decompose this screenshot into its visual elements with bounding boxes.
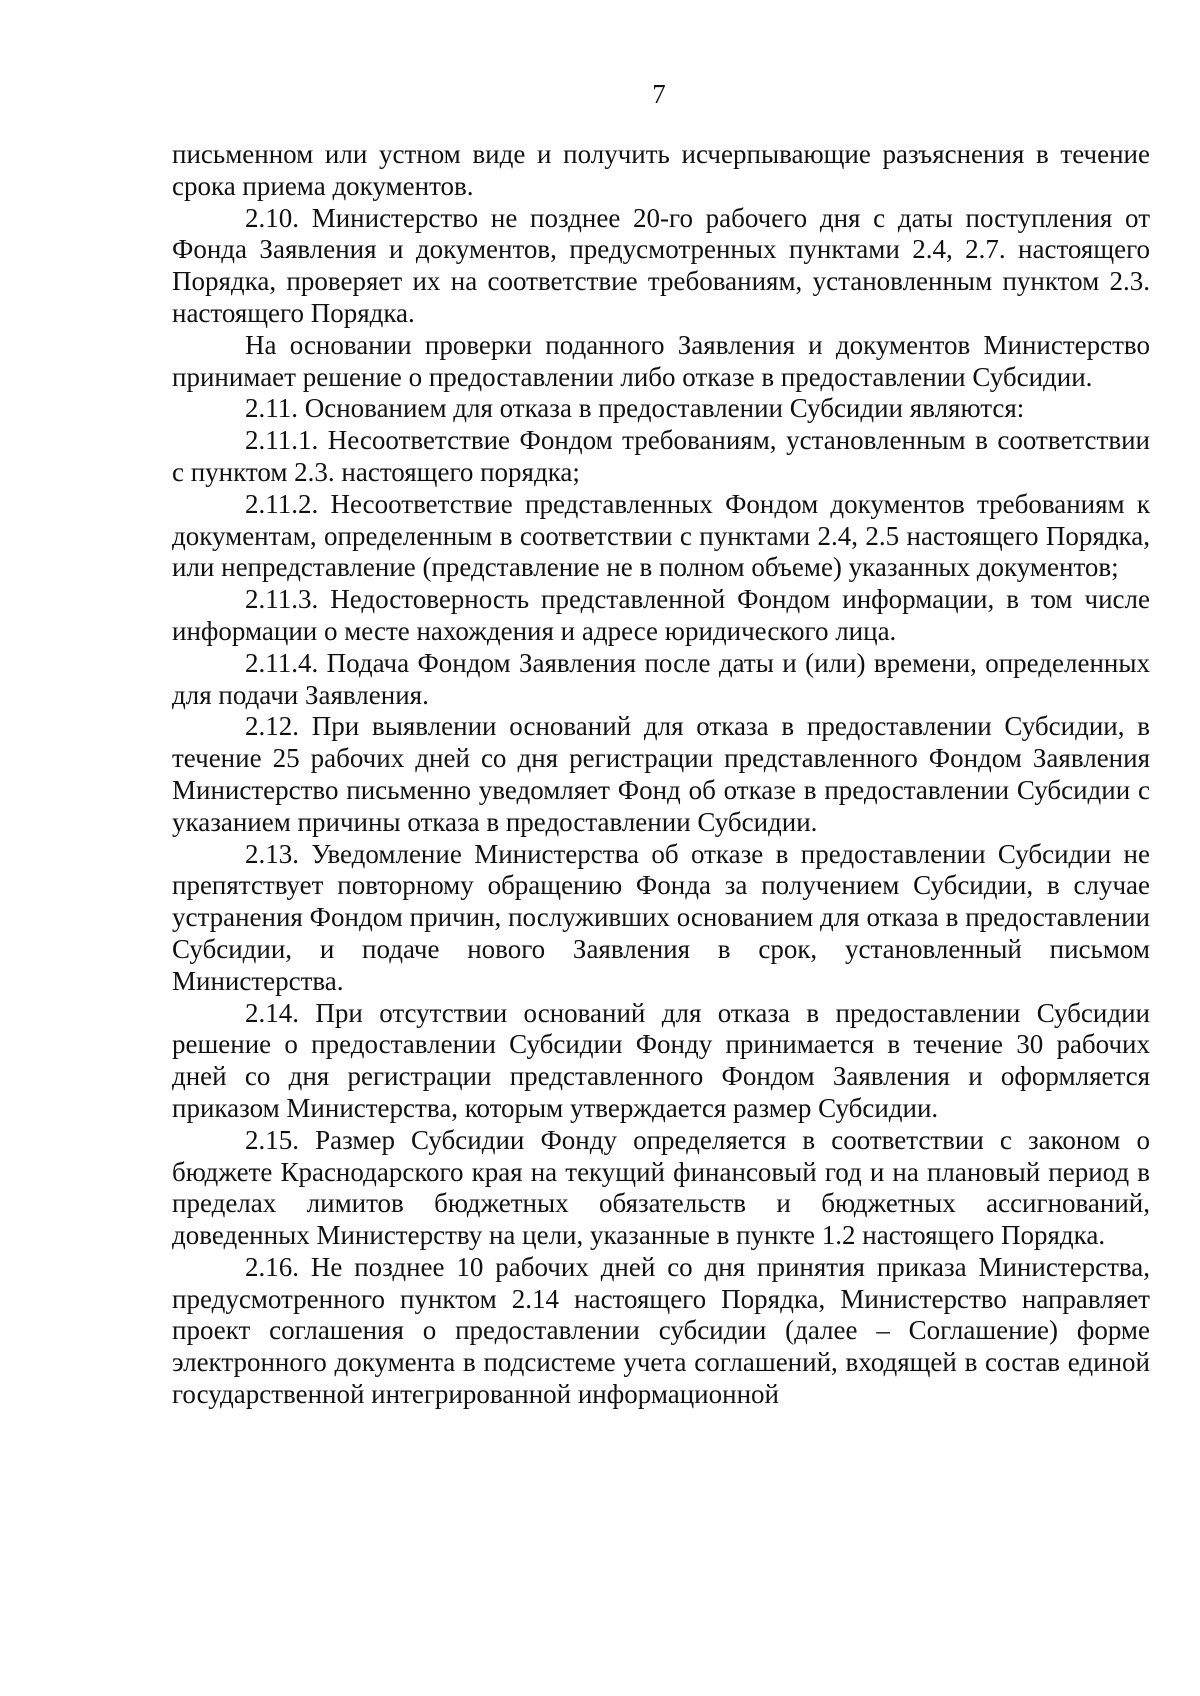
paragraph-2-12: 2.12. При выявлении оснований для отказа в предоставлении Субсидии, в течение 25 рабочих дней со дня регистрации представленного Фондом Заявления Министерство письменно уведомляет Фонд об отказе в предоставлении Субсидии с указанием причины отказа в предоставлении Субсидии. [172,711,1150,837]
paragraph-2-15: 2.15. Размер Субсидии Фонду определяется в соответствии с законом о бюджете Краснодарского края на текущий финансовый год и на плановый период в пределах лимитов бюджетных обязательств и бюджетных ассигнований, доведенных Министерству на цели, указанные в пункте 1.2 настоящего Порядка. [172,1124,1150,1251]
page-number: 7 [652,79,666,109]
paragraph-2-14: 2.14. При отсутствии оснований для отказа в предоставлении Субсидии решение о предоставлении Субсидии Фонду принимается в течение 30 рабочих дней со дня регистрации представленного Фондом Заявления и оформляется приказом Министерства, которым утверждается размер Субсидии. [172,997,1150,1123]
paragraph-2-11-4: 2.11.4. Подача Фондом Заявления после даты и (или) времени, определенных для подачи Заявления. [172,647,1150,710]
document-body [172,139,1150,1411]
paragraph-2-11: 2.11. Основанием для отказа в предоставлении Субсидии являются: [245,393,1025,424]
paragraph-2-11-3: 2.11.3. Недостоверность представленной Фондом информации, в том числе информации о месте нахождения и адресе юридического лица. [172,584,1150,646]
paragraph-2-10-decision: На основании проверки поданного Заявления и документов Министерство принимает решение о предоставлении либо отказе в предоставлении Субсидии. [172,329,1150,392]
paragraph-2-16: 2.16. Не позднее 10 рабочих дней со дня принятия приказа Министерства, предусмотренного пунктом 2.14 настоящего Порядка, Министерство направляет проект соглашения о предоставлении субсидии (далее – Соглашение) форме электронного документа в подсистеме учета соглашений, входящей в состав единой государственной интегрированной информационной [172,1251,1150,1410]
paragraph: письменном или устном виде и получить исчерпывающие разъяснения в течение срока приема документов. [172,139,1150,201]
paragraph-2-11-1: 2.11.1. Несоответствие Фондом требованиям, установленным в соответствии с пунктом 2.3. настоящего порядка; [172,425,1150,487]
paragraph-2-13: 2.13. Уведомление Министерства об отказе в предоставлении Субсидии не препятствует повторному обращению Фонда за получением Субсидии, в случае устранения Фондом причин, послуживших основанием для отказа в предоставлении Субсидии, и подаче нового Заявления в срок, установленный письмом Министерства. [172,838,1150,996]
paragraph-2-10: 2.10. Министерство не позднее 20-го рабочего дня с даты поступления от Фонда Заявления и документов, предусмотренных пунктами 2.4, 2.7. настоящего Порядка, проверяет их на соответствие требованиям, установленным пунктом 2.3. настоящего Порядка. [172,202,1150,328]
paragraph-2-11-2: 2.11.2. Несоответствие представленных Фондом документов требованиям к документам, определенным в соответствии с пунктами 2.4, 2.5 настоящего Порядка, или непредставление (представление не в полном объеме) указанных документов; [172,488,1150,583]
